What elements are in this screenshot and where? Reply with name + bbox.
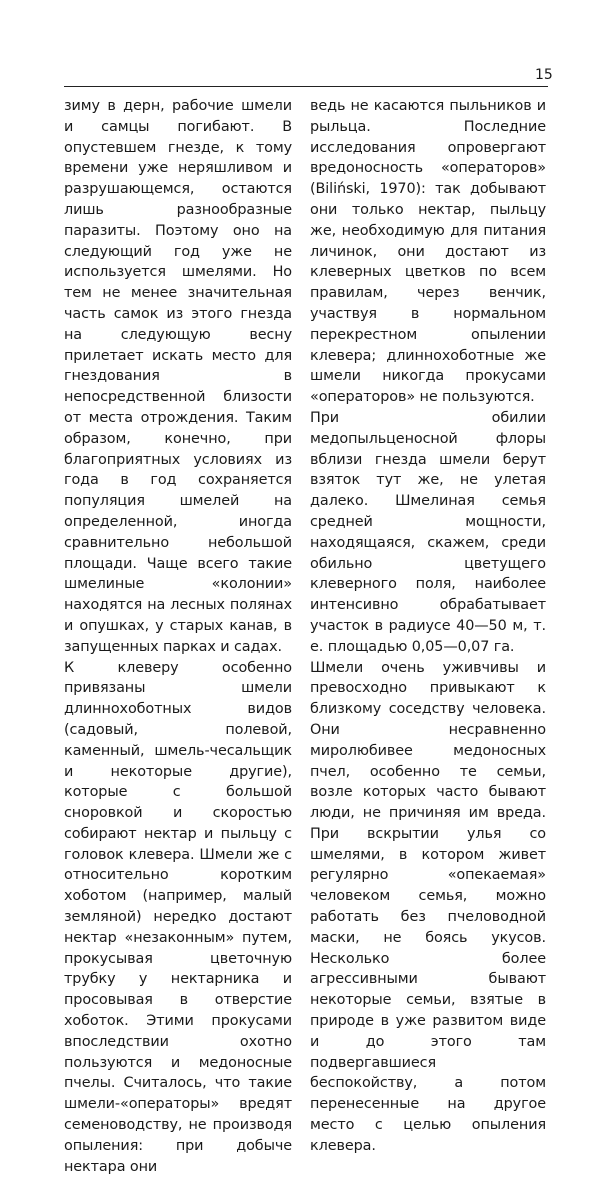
right-column: [310, 96, 546, 1157]
page-number: 15: [535, 67, 553, 83]
paragraph: зиму в дерн, рабочие шмели и самцы погибают. В опустевшем гнезде, к тому времени уже неряшливом и разрушающемся, остаются лишь разнообразные паразиты. Поэтому оно на следующий год уже не используется шмелями. Но тем не менее значительная часть самок из этого гнезда на следующую весну прилетает искать место для гнездования в непосредственной близости от места отрождения. Таким образом, конечно, при благоприятных условиях из года в год сохраняется популяция шмелей на определенной, иногда сравнительно небольшой площади. Чаще всего такие шмелиные «колонии» находятся на лесных полянах и опушках, у старых канав, в запущенных парках и садах.: [64, 98, 292, 655]
paragraph: Шмели очень уживчивы и превосходно привыкают к близкому соседству человека. Они несравненно миролюбивее медоносных пчел, особенно те семьи, возле которых часто бывают люди, не причиняя им вреда. При вскрытии улья со шмелями, в котором живет регулярно «опекаемая» человеком семья, можно работать без пчеловодной маски, не боясь укусов. Несколько более агрессивными бывают некоторые семьи, взятые в природе в уже развитом виде и до этого там подвергавшиеся беспокойству, а потом перенесенные на другое место с целью опыления клевера.: [310, 659, 546, 1154]
paragraph: При обилии медопыльценосной флоры вблизи гнезда шмели берут взяток тут же, не улетая далеко. Шмелиная семья средней мощности, находящаяся, скажем, среди обильно цветущего клеверного поля, наиболее интенсивно обрабатывает участок в радиусе 40—50 м, т. е. площадью 0,05—0,07 га.: [310, 409, 546, 655]
header-rule: [64, 86, 548, 87]
left-column: [64, 96, 292, 1177]
paragraph: ведь не касаются пыльников и рыльца. Последние исследования опровергают вредоносность «операторов» (Biliński, 1970): так добывают они только нектар, пыльцу же, необходимую для питания личинок, они достают из клеверных цветков по всем правилам, через венчик, участвуя в нормальном перекрестном опылении клевера; длиннохоботные же шмели никогда прокусами «операторов» не пользуются.: [310, 98, 546, 406]
paragraph: К клеверу особенно привязаны шмели длиннохоботных видов (садовый, полевой, каменный, шмель-чесальщик и некоторые другие), которые с большой сноровкой и скоростью собирают нектар и пыльцу с головок клевера. Шмели же с относительно коротким хоботом (например, малый земляной) нередко достают нектар «незаконным» путем, прокусывая цветочную трубку у нектарника и просовывая в отверстие хоботок. Этими прокусами впоследствии охотно пользуются и медоносные пчелы. Считалось, что такие шмели-«операторы» вредят семеноводству, не производя опыления: при добыче нектара они: [64, 659, 292, 1175]
